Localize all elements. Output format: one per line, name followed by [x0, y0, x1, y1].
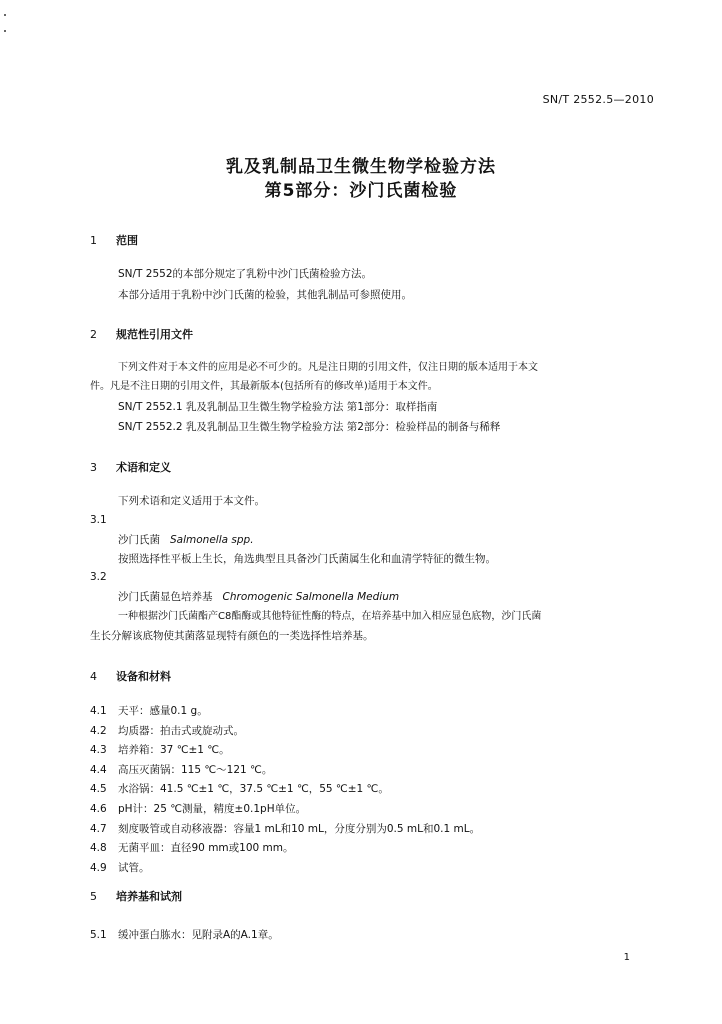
definition-text: 生长分解该底物使其菌落显现特有颜色的一类选择性培养基。 [90, 630, 374, 642]
document-title: 乳及乳制品卫生微生物学检验方法 [226, 157, 496, 177]
item-text: 刻度吸管或自动移液器：容量1 mL和10 mL，分度分别为0.5 mL和0.1 mL。 [118, 822, 481, 835]
term-zh: 沙门氏菌显色培养基 [118, 591, 213, 603]
definition-text: 一种根据沙门氏菌酯产C8酯酶或其他特征性酶的特点，在培养基中加入相应显色底物，沙门氏菌 [118, 611, 542, 622]
item-text: 均质器：拍击式或旋动式。 [118, 724, 244, 737]
section-1-heading [90, 232, 138, 248]
definition-term [118, 533, 254, 547]
section-title: 培养基和试剂 [116, 890, 182, 903]
section-number: 4 [90, 670, 97, 683]
list-item [90, 801, 306, 816]
item-text: 试管。 [118, 861, 150, 874]
item-text: 水浴锅：41.5 ℃±1 ℃，37.5 ℃±1 ℃，55 ℃±1 ℃。 [118, 783, 389, 796]
definition-text: 按照选择性平板上生长，角选典型且具备沙门氏菌属生化和血清学特征的微生物。 [118, 553, 496, 565]
term-en: Salmonella spp. [170, 534, 254, 546]
document-subtitle: 第5部分：沙门氏菌检验 [264, 181, 458, 201]
item-text: 高压灭菌锅：115 ℃～121 ℃。 [118, 763, 273, 776]
list-item [90, 742, 230, 757]
paragraph: 下列文件对于本文件的应用是必不可少的。凡是注日期的引用文件，仅注日期的版本适用于本文 [118, 362, 538, 373]
item-text: 天平：感量0.1 g。 [118, 705, 208, 717]
section-number: 2 [90, 328, 97, 341]
normative-reference: SN/T 2552.2 乳及乳制品卫生微生物学检验方法 第2部分：检验样品的制备与稀释 [118, 421, 501, 433]
list-item [90, 927, 279, 942]
item-number: 4.4 [90, 763, 107, 776]
section-title: 规范性引用文件 [116, 328, 193, 341]
section-title: 设备和材料 [116, 670, 171, 683]
item-number: 4.3 [90, 744, 107, 757]
page-number: 1 [623, 952, 630, 963]
list-item [90, 860, 150, 875]
list-item [90, 781, 389, 796]
section-number: 1 [90, 234, 97, 247]
paragraph: 下列术语和定义适用于本文件。 [118, 495, 265, 507]
definition-number: 3.2 [90, 571, 107, 583]
definition-term [118, 590, 399, 604]
section-title: 范围 [116, 234, 138, 247]
standard-number: SN/T 2552.5—2010 [542, 93, 654, 106]
list-item [90, 723, 244, 738]
paragraph: SN/T 2552的本部分规定了乳粉中沙门氏菌检验方法。 [118, 268, 373, 280]
list-item [90, 840, 294, 855]
normative-reference: SN/T 2552.1 乳及乳制品卫生微生物学检验方法 第1部分：取样指南 [118, 401, 438, 413]
item-text: pH计：25 ℃测量，精度±0.1pH单位。 [118, 803, 307, 815]
list-item [90, 703, 208, 718]
scan-mark [4, 30, 6, 32]
item-text: 无菌平皿：直径90 mm或100 mm。 [118, 842, 294, 855]
term-zh: 沙门氏菌 [118, 534, 160, 546]
item-number: 4.7 [90, 822, 107, 835]
item-text: 缓冲蛋白胨水：见附录A的A.1章。 [118, 929, 279, 941]
section-5-heading [90, 888, 182, 904]
item-text: 培养箱：37 ℃±1 ℃。 [118, 744, 230, 757]
item-number: 4.1 [90, 705, 107, 717]
term-en: Chromogenic Salmonella Medium [222, 591, 400, 603]
section-3-heading [90, 459, 171, 475]
scan-mark [4, 14, 6, 16]
definition-number: 3.1 [90, 514, 107, 526]
item-number: 4.8 [90, 842, 107, 855]
item-number: 4.2 [90, 724, 107, 737]
section-title: 术语和定义 [116, 461, 171, 474]
list-item [90, 762, 272, 777]
list-item [90, 821, 480, 836]
section-4-heading [90, 668, 171, 684]
section-number: 5 [90, 890, 97, 903]
paragraph: 本部分适用于乳粉中沙门氏菌的检验，其他乳制品可参照使用。 [118, 289, 412, 301]
item-number: 5.1 [90, 929, 107, 941]
section-number: 3 [90, 461, 97, 474]
item-number: 4.9 [90, 861, 107, 874]
item-number: 4.6 [90, 803, 107, 815]
item-number: 4.5 [90, 783, 107, 796]
section-2-heading [90, 326, 193, 342]
paragraph: 件。凡是不注日期的引用文件，其最新版本(包括所有的修改单)适用于本文件。 [90, 381, 438, 392]
